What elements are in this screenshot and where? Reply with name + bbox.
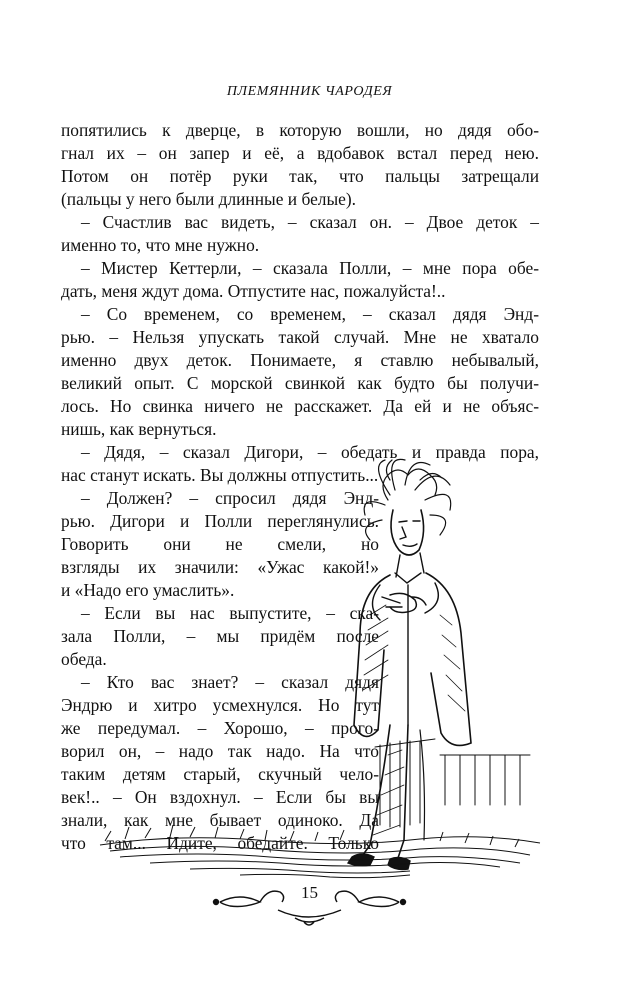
text-line: нишь, как вернуться. (61, 419, 217, 439)
text-line: ворил он, – надо так надо. На что (61, 741, 379, 761)
text-line: гнал их – он запер и её, а вдобавок встал перед нею. (61, 143, 539, 163)
text-line: и «Надо его умаслить». (61, 580, 235, 600)
text-line: рью. – Нельзя упускать такой случай. Мне не хватало (61, 327, 539, 347)
text-line: – Со временем, со временем, – сказал дядя Энд- (81, 304, 539, 324)
text-line: лось. Но свинка ничего не расскажет. Да ей и не объяс- (61, 396, 539, 416)
text-line: же передумал. – Хорошо, – прого- (61, 718, 379, 738)
text-line: что там... Идите, обедайте. Только (61, 833, 379, 853)
running-header: ПЛЕМЯННИК ЧАРОДЕЯ (226, 84, 393, 99)
text-line: взгляды их значили: «Ужас какой!» (61, 557, 379, 577)
text-line: – Счастлив вас видеть, – сказал он. – Двое деток – (81, 212, 539, 232)
text-line: попятились к дверце, в которую вошли, но дядя обо- (61, 120, 539, 140)
text-line: именно двух деток. Понимаете, я ставлю небывалый, (61, 350, 539, 370)
text-line: великий опыт. С морской свинкой как будто бы получи- (61, 373, 539, 393)
text-line: дать, меня ждут дома. Отпустите нас, пожалуйста!.. (61, 281, 446, 301)
text-line: таким детям старый, скучный чело- (61, 764, 379, 784)
text-line: зала Полли, – мы придём после (61, 626, 379, 646)
text-line: – Кто вас знает? – сказал дядя (81, 672, 379, 692)
uncle-andrew-figure-icon (90, 455, 560, 895)
text-line: знали, как мне бывает одиноко. Да (61, 810, 379, 830)
text-line: рью. Дигори и Полли переглянулись. (61, 511, 379, 531)
text-line: нас станут искать. Вы должны отпустить... (61, 465, 379, 485)
text-line: Говорить они не смели, но (61, 534, 379, 554)
text-line: – Мистер Кеттерли, – сказала Полли, – мне пора обе- (81, 258, 539, 278)
text-line: обеда. (61, 649, 107, 669)
text-line: именно то, что мне нужно. (61, 235, 260, 255)
text-line: (пальцы у него были длинные и белые). (61, 189, 357, 209)
text-line: – Если вы нас выпустите, – ска- (81, 603, 379, 623)
text-line: – Дядя, – сказал Дигори, – обедать и правда пора, (81, 442, 539, 462)
text-line: Эндрю и хитро усмехнулся. Но тут (61, 695, 379, 715)
text-line: Потом он потёр руки так, что пальцы затрещали (61, 166, 539, 186)
page-number: 15 (301, 883, 318, 902)
text-line: век!.. – Он вздохнул. – Если бы вы (61, 787, 379, 807)
text-line: – Должен? – спросил дядя Энд- (81, 488, 379, 508)
